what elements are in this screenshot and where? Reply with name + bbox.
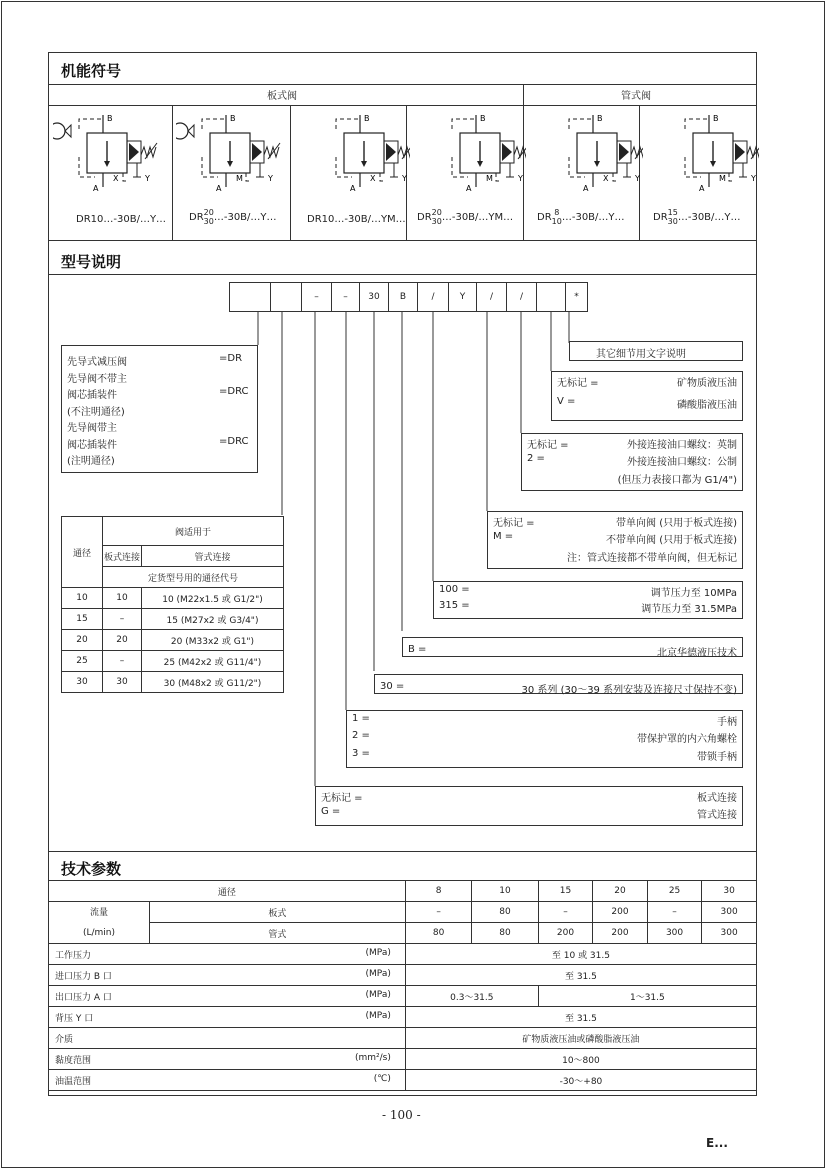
valve-type-text: (注明通径): [67, 456, 115, 467]
page-number: - 100 -: [382, 1108, 421, 1122]
symbol-caption-3: DR10…-30B/…YM…: [307, 214, 406, 225]
symbol-caption-2: DR20 30…-30B/…Y…: [189, 208, 277, 226]
pressure-option-desc: 调节压力至 31.5MPa: [641, 604, 737, 615]
adjust-option-desc: 带保护罩的内六角螺栓: [637, 734, 737, 746]
valve-type-text: 先导阀带主: [67, 423, 117, 434]
check-option-code: 无标记 =: [493, 518, 535, 529]
param-name-cell: [49, 1070, 406, 1091]
flow-plate-value: 200: [593, 902, 648, 923]
size-header: 通径: [62, 517, 103, 588]
brand-option-code: B =: [408, 644, 427, 655]
conn-option-desc: 板式连接: [697, 793, 737, 804]
svg-text:Y: Y: [402, 174, 407, 183]
content-frame: [48, 52, 757, 1096]
adjust-option-desc: 手柄: [717, 717, 737, 728]
conn-option-code: G =: [321, 806, 341, 817]
param-unit: (℃): [373, 1073, 391, 1084]
param-name-cell: [49, 1007, 406, 1028]
svg-text:X: X: [370, 174, 376, 183]
flow-pipe-value: 80: [405, 923, 471, 944]
other-details-label: 其它细节用文字说明: [596, 349, 686, 360]
code-box-4: –: [331, 282, 360, 312]
flow-pipe-value: 300: [647, 923, 702, 944]
adjust-option-code: 2 =: [352, 730, 370, 742]
param-name-cell: [49, 1049, 406, 1070]
svg-text:A: A: [466, 184, 472, 193]
valve-type-text: 阀芯插装件: [67, 439, 117, 451]
param-value: 0.3～31.5: [405, 986, 538, 1007]
valve-type-text: 阀芯插装件: [67, 390, 117, 401]
size-table-grid: [61, 516, 284, 693]
size-cell: 30: [103, 672, 142, 693]
code-box-8: Y: [448, 282, 477, 312]
svg-text:A: A: [699, 184, 705, 193]
thread-option-code: 无标记 =: [527, 440, 569, 451]
param-name: 背压 Y 口: [55, 1013, 94, 1024]
size-cell: 30 (M48x2 或 G11/2"): [142, 672, 284, 693]
size-cell: 25 (M42x2 或 G11/4"): [142, 651, 284, 672]
flow-pipe-value: 80: [472, 923, 538, 944]
param-value: 1～31.5: [538, 986, 756, 1007]
symbol-caption-4: DR20 30…-30B/…YM…: [417, 208, 514, 226]
fluid-option-code: 无标记 =: [557, 378, 599, 389]
check-option-desc: 注：管式连接都不带单向阀，但无标记: [567, 552, 737, 564]
fluid-option-desc: 磷酸脂液压油: [677, 400, 737, 411]
adjust-option-code: 3 =: [352, 747, 370, 759]
thread-option-desc: (但压力表接口都为 G1/4"): [617, 474, 737, 486]
param-name: 介质: [55, 1034, 74, 1045]
valve-type-code: =DRC: [219, 435, 249, 447]
size-cell: 25: [62, 651, 103, 672]
plate-valve-header: 板式阀: [267, 91, 297, 102]
thread-option-desc: 外接连接油口螺纹：英制: [627, 440, 737, 451]
check-option-code: M =: [493, 531, 514, 543]
flow-plate-value: –: [647, 902, 702, 923]
pressure-option-code: 315 =: [439, 600, 470, 611]
svg-text:B: B: [713, 114, 719, 123]
code-header: 定货型号用的通径代号: [103, 567, 284, 588]
svg-text:X: X: [603, 174, 609, 183]
size-cell: 10: [62, 588, 103, 609]
adjust-option-code: 1 =: [352, 713, 370, 724]
size-row: [62, 588, 284, 609]
flow-pipe-value: 200: [593, 923, 648, 944]
size-row: [62, 609, 284, 630]
plate-header: 板式连接: [103, 546, 142, 567]
valve-type-code: =DR: [219, 353, 243, 364]
size-row: [62, 630, 284, 651]
param-value: 10～800: [405, 1049, 756, 1070]
svg-text:Y: Y: [268, 174, 273, 183]
valve-type-code: =DRC: [219, 386, 249, 397]
symbol-caption-5: DR 8 10…-30B/…Y…: [537, 208, 625, 226]
section-title-model: 型号说明: [61, 253, 122, 271]
thread-option-desc: 外接连接油口螺纹：公制: [627, 457, 737, 469]
symbol-caption-6: DR15 30…-30B/…Y…: [653, 208, 741, 226]
size-value: 20: [593, 881, 648, 902]
param-name: 进口压力 B 口: [55, 971, 112, 982]
valve-type-text: 先导式减压阀: [67, 357, 127, 368]
code-box-7: /: [417, 282, 449, 312]
param-value: 至 31.5: [405, 1007, 756, 1028]
size-cell: –: [103, 651, 142, 672]
pipe-label: 管式: [150, 923, 406, 944]
symbol-caption-1: DR10…-30B/…Y…: [76, 214, 167, 225]
param-unit: (MPa): [365, 989, 391, 1000]
logo: E...: [706, 1136, 728, 1150]
size-value: 8: [405, 881, 471, 902]
param-value: 矿物质液压油或磷酸脂液压油: [405, 1028, 756, 1049]
svg-text:Y: Y: [518, 174, 523, 183]
param-name: 出口压力 A 口: [55, 992, 112, 1003]
section-title-tech: 技术参数: [61, 860, 122, 878]
code-box-6: B: [388, 282, 418, 312]
code-box-5: 30: [359, 282, 389, 312]
flow-label: 流量 (L/min): [49, 902, 150, 944]
code-box-12: *: [565, 282, 588, 312]
size-label: 通径: [49, 881, 406, 902]
valve-type-text: (不注明通径): [67, 406, 125, 418]
flow-plate-value: –: [405, 902, 471, 923]
size-cell: 10: [103, 588, 142, 609]
svg-text:B: B: [364, 114, 370, 123]
size-cell: 10 (M22x1.5 或 G1/2"): [142, 588, 284, 609]
brand-option-desc: 北京华德液压技术: [657, 648, 737, 659]
size-cell: 30: [62, 672, 103, 693]
valve-for-header: 阀适用于: [103, 517, 284, 546]
pressure-option-code: 100 =: [439, 584, 470, 595]
fluid-option-desc: 矿物质液压油: [677, 378, 737, 389]
svg-text:B: B: [107, 114, 113, 123]
size-cell: –: [103, 609, 142, 630]
svg-text:A: A: [583, 184, 589, 193]
code-box-3: –: [301, 282, 332, 312]
tech-params-grid: [48, 880, 757, 1091]
code-box-9: /: [476, 282, 507, 312]
param-value: 至 10 或 31.5: [405, 944, 756, 965]
svg-text:B: B: [480, 114, 486, 123]
series-option-desc: 30 系列 (30～39 系列安装及连接尺寸保持不变): [521, 685, 737, 696]
size-row: [62, 672, 284, 693]
flow-plate-value: 300: [702, 902, 757, 923]
svg-text:A: A: [216, 184, 222, 193]
conn-option-desc: 管式连接: [697, 810, 737, 821]
svg-text:A: A: [350, 184, 356, 193]
conn-option-box: [315, 786, 743, 826]
section-title-function-symbol: 机能符号: [61, 62, 122, 80]
size-value: 30: [702, 881, 757, 902]
size-cell: 15: [62, 609, 103, 630]
param-name-cell: [49, 965, 406, 986]
valve-type-text: 先导阀不带主: [67, 373, 127, 385]
svg-text:M: M: [236, 174, 243, 183]
svg-text:Y: Y: [751, 174, 756, 183]
check-option-desc: 不带单向阀 (只用于板式连接): [606, 535, 737, 547]
param-name: 黏度范围: [55, 1055, 92, 1066]
param-name: 油温范围: [55, 1076, 92, 1087]
svg-text:Y: Y: [145, 174, 150, 183]
pressure-option-desc: 调节压力至 10MPa: [650, 588, 737, 599]
flow-plate-value: –: [538, 902, 593, 923]
size-cell: 20: [62, 630, 103, 651]
conn-option-code: 无标记 =: [321, 793, 363, 804]
param-name: 工作压力: [55, 950, 92, 961]
size-cell: 15 (M27x2 或 G3/4"): [142, 609, 284, 630]
size-cell: 20: [103, 630, 142, 651]
svg-text:M: M: [486, 174, 493, 183]
svg-text:M: M: [719, 174, 726, 183]
size-cell: 20 (M33x2 或 G1"): [142, 630, 284, 651]
param-value: 至 31.5: [405, 965, 756, 986]
thread-option-code: 2 =: [527, 453, 545, 465]
param-unit: (MPa): [365, 1010, 391, 1021]
series-option-code: 30 =: [380, 681, 405, 692]
flow-pipe-value: 300: [702, 923, 757, 944]
svg-text:B: B: [597, 114, 603, 123]
svg-text:X: X: [113, 174, 119, 183]
size-row: [62, 651, 284, 672]
svg-text:A: A: [93, 184, 99, 193]
check-option-desc: 带单向阀 (只用于板式连接): [616, 518, 737, 529]
size-value: 25: [647, 881, 702, 902]
size-value: 10: [472, 881, 538, 902]
svg-text:B: B: [230, 114, 236, 123]
param-unit: (mm²/s): [354, 1052, 391, 1063]
flow-plate-value: 80: [472, 902, 538, 923]
plate-label: 板式: [150, 902, 406, 923]
param-unit: (MPa): [365, 947, 391, 958]
param-name-cell: [49, 1028, 406, 1049]
param-name-cell: [49, 944, 406, 965]
svg-text:Y: Y: [635, 174, 640, 183]
param-value: -30～+80: [405, 1070, 756, 1091]
code-box-10: /: [506, 282, 537, 312]
fluid-option-code: V =: [557, 396, 576, 407]
size-value: 15: [538, 881, 593, 902]
param-name-cell: [49, 986, 406, 1007]
pipe-header: 管式连接: [142, 546, 284, 567]
pipe-valve-header: 管式阀: [621, 91, 651, 102]
param-unit: (MPa): [365, 968, 391, 979]
flow-pipe-value: 200: [538, 923, 593, 944]
divider: [49, 851, 756, 852]
adjust-option-desc: 带锁手柄: [697, 751, 737, 763]
